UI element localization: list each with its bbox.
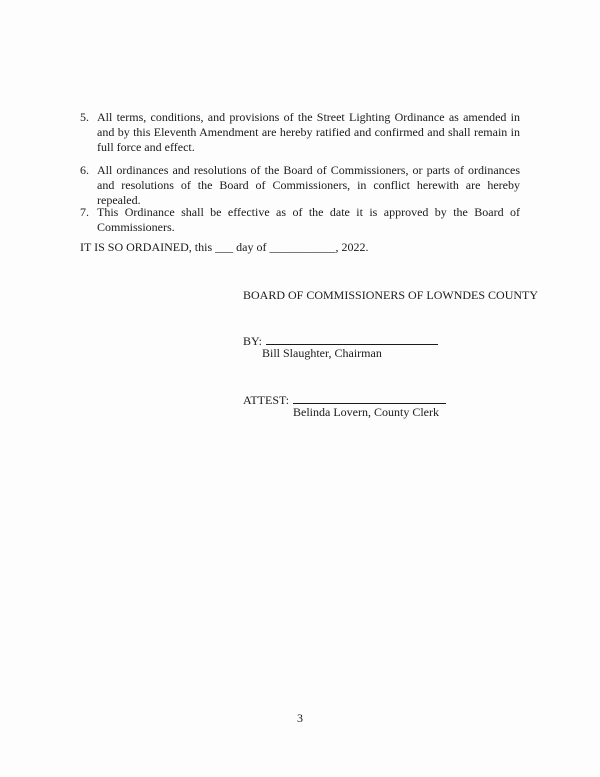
clause-number: 5.	[80, 110, 89, 124]
clause-number: 6.	[80, 163, 89, 177]
by-label: BY:	[243, 334, 262, 348]
page-number: 3	[297, 711, 303, 725]
board-name: BOARD OF COMMISSIONERS OF LOWNDES COUNTY	[243, 288, 539, 302]
ordained-statement: IT IS SO ORDAINED, this ___ day of ___________, 2022.	[80, 240, 369, 254]
clause-6	[80, 163, 520, 208]
chairman-name: Bill Slaughter, Chairman	[262, 346, 382, 360]
clause-number: 7.	[80, 205, 89, 219]
attest-label: ATTEST:	[243, 393, 290, 407]
clause-text: All ordinances and resolutions of the Board of Commissioners, or parts of ordinances and resolutions of the Board of Commissioners, in conflict herewith are hereby repealed.	[97, 163, 520, 207]
attest-signature-rule	[293, 391, 446, 404]
by-signature-rule	[266, 332, 438, 345]
clerk-name: Belinda Lovern, County Clerk	[293, 405, 439, 419]
clause-text: All terms, conditions, and provisions of the Street Lighting Ordinance as amended in and by this Eleventh Amendment are hereby ratified and confirmed and shall remain in full force and effect.	[97, 110, 520, 154]
clause-7	[80, 205, 520, 235]
clause-5	[80, 110, 520, 155]
clause-text: This Ordinance shall be effective as of the date it is approved by the Board of Commissioners.	[97, 205, 520, 234]
